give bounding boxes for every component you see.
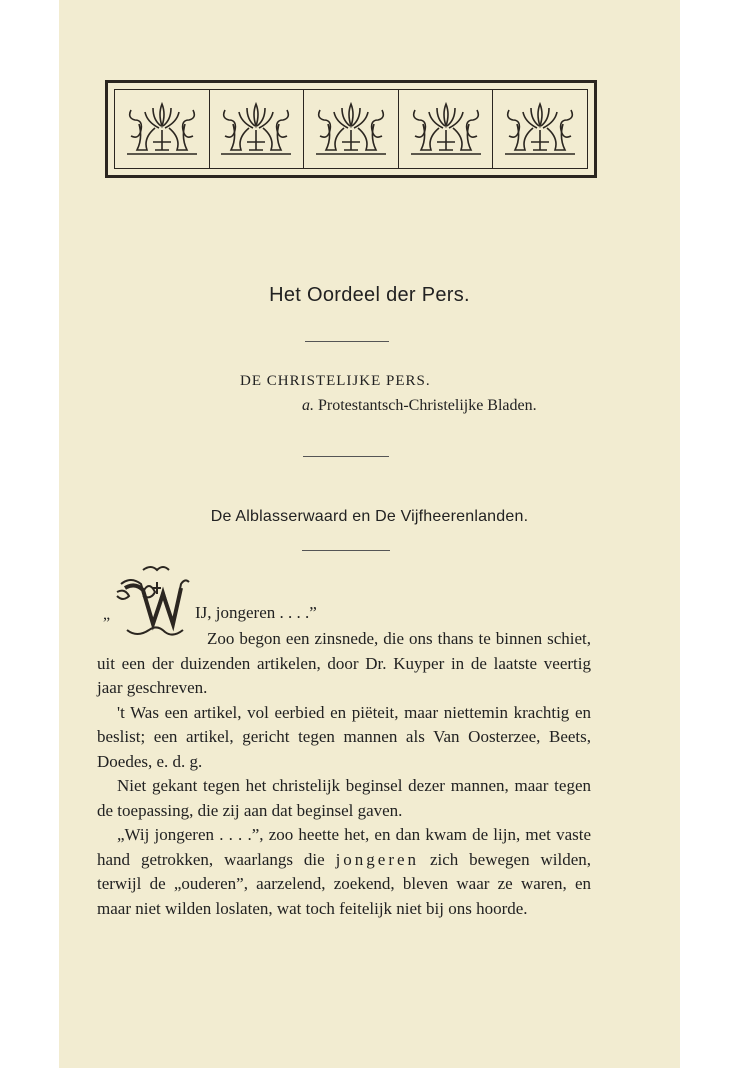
ornament-tile (304, 90, 399, 168)
spaced-emphasis: jongeren (335, 849, 420, 869)
paragraph-text: zich bewegen wilden, terwijl de „ouderen”, aarzelend, zoekend, bleven waar ze waren, en maar niet wilden loslaten, wat toch feitelijk niet bij ons hoorde. (97, 849, 592, 918)
ornament-tile (115, 90, 210, 168)
opening-quote: „ (103, 606, 111, 623)
article-body (97, 627, 591, 921)
subsection-heading (302, 397, 537, 415)
paragraph (97, 823, 591, 921)
ornament-tile (399, 90, 494, 168)
first-line-text: IJ, jongeren . . . .” (195, 603, 317, 622)
article-title: De Alblasserwaard en De Vijfheerenlanden. (210, 508, 529, 525)
paragraph-text: „Wij jongeren . . . .”, zoo heette het, en dan kwam de lijn, met vaste hand getrokken, waarlangs die (97, 825, 591, 869)
ornament-tile (210, 90, 305, 168)
decorative-header-border (105, 80, 597, 178)
paragraph: Zoo begon een zinsnede, die ons thans te binnen schiet, uit een der duizenden artikelen, door Dr. Kuyper in de laatste veertig jaar geschreven. (97, 629, 591, 697)
page-title: Het Oordeel der Pers. (269, 284, 470, 306)
divider (302, 550, 390, 551)
section-heading: DE CHRISTELIJKE PERS. (240, 373, 431, 389)
divider (305, 341, 389, 342)
book-page (59, 0, 680, 1068)
subsection-text: Protestantsch-Christelijke Bladen. (318, 397, 537, 414)
divider (303, 456, 389, 457)
paragraph: Niet gekant tegen het christelijk beginsel dezer mannen, maar tegen de toepassing, die zij aan dat beginsel gaven. (97, 776, 591, 820)
paragraph: 't Was een artikel, vol eerbied en piëteit, maar niettemin krachtig en beslist; een artikel, gericht tegen mannen als Van Oosterzee, Beets, Doedes, e. d. g. (97, 702, 591, 771)
ornament-tile (493, 90, 587, 168)
subsection-marker: a. (302, 397, 314, 414)
